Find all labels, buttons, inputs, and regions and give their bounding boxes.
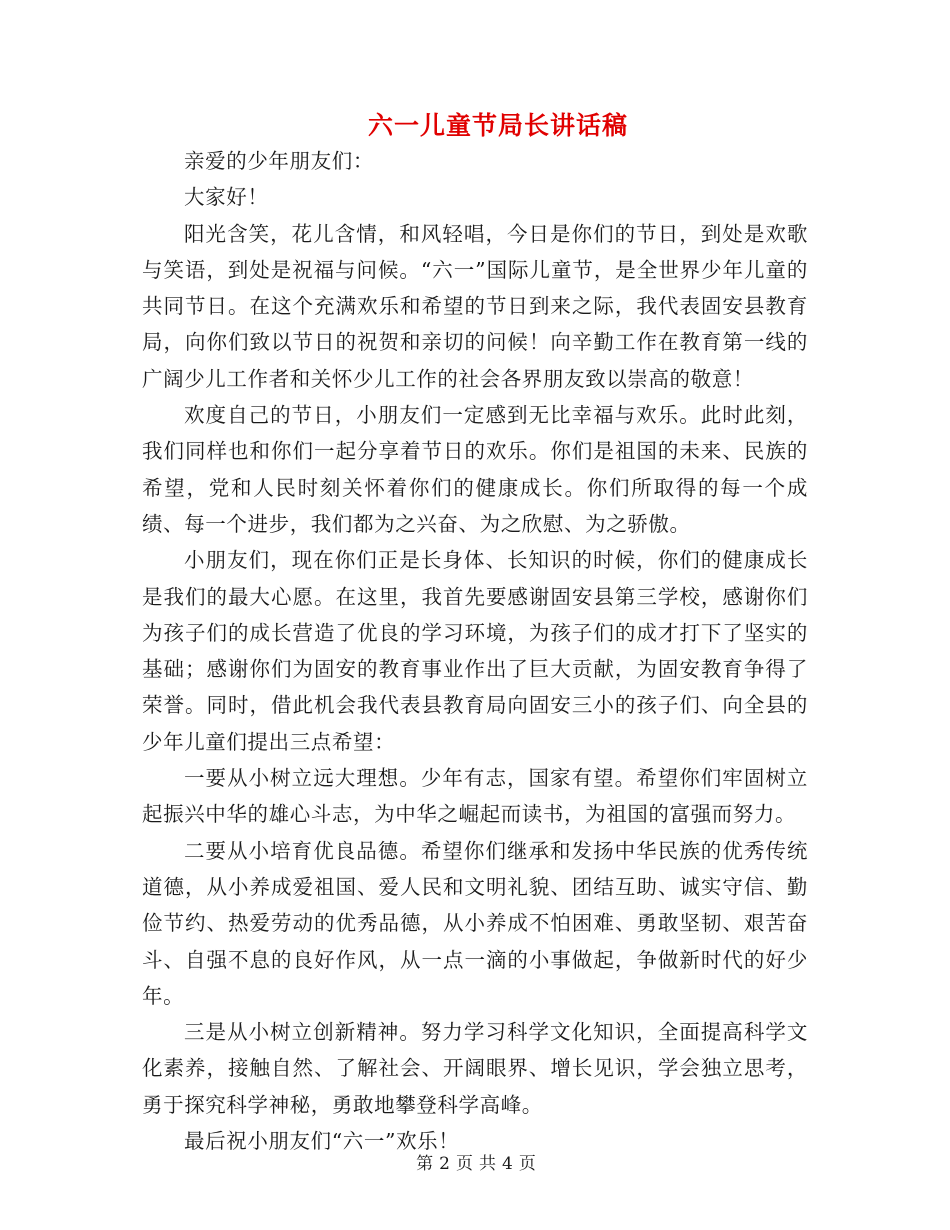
paragraph-hope-ideals: 一要从小树立远大理想。少年有志，国家有望。希望你们牢固树立起振兴中华的雄心斗志，为中华之崛起而读书，为祖国的富强而努力。 (142, 766, 808, 827)
paragraph-sharing-joy: 欢度自己的节日，小朋友们一定感到无比幸福与欢乐。此时此刻，我们同样也和你们一起分享着节日的欢乐。你们是祖国的未来、民族的希望，党和人民时刻关怀着你们的健康成长。你们所取得的每一个成绩、每一个进步，我们都为之兴奋、为之欣慰、为之骄傲。 (142, 403, 808, 536)
paragraph-hope-innovation: 三是从小树立创新精神。努力学习科学文化知识，全面提高科学文化素养，接触自然、了解社会、开阔眼界、增长见识，学会独立思考，勇于探究科学神秘，勇敢地攀登科学高峰。 (142, 1020, 808, 1117)
greeting: 大家好！ (184, 185, 269, 210)
footer-total-pages: 4 (502, 1154, 513, 1174)
footer-mid: 页 (456, 1154, 473, 1174)
page-footer (0, 1152, 950, 1176)
footer-total-label: 共 (479, 1154, 496, 1174)
footer-current-page: 2 (439, 1154, 450, 1174)
document-title: 六一儿童节局长讲话稿 (367, 111, 628, 140)
footer-suffix: 页 (518, 1154, 536, 1174)
closing-wish: 最后祝小朋友们“六一”欢乐！ (184, 1129, 460, 1154)
paragraph-hope-morals: 二要从小培育优良品德。希望你们继承和发扬中华民族的优秀传统道德，从小养成爱祖国、爱人民和文明礼貌、团结互助、诚实守信、勤俭节约、热爱劳动的优秀品德，从小养成不怕困难、勇敢坚韧、艰苦奋斗、自强不息的良好作风，从一点一滴的小事做起，争做新时代的好少年。 (142, 838, 808, 1008)
footer-prefix: 第 (416, 1154, 434, 1174)
paragraph-thanks-and-hopes: 小朋友们，现在你们正是长身体、长知识的时候，你们的健康成长是我们的最大心愿。在这里，我首先要感谢固安县第三学校，感谢你们为孩子们的成长营造了优良的学习环境，为孩子们的成才打下了坚实的基础；感谢你们为固安的教育事业作出了巨大贡献，为固安教育争得了荣誉。同时，借此机会我代表县教育局向固安三小的孩子们、向全县的少年儿童们提出三点希望： (142, 548, 808, 754)
salutation: 亲爱的少年朋友们： (184, 149, 374, 173)
paragraph-festival-greeting: 阳光含笑，花儿含情，和风轻唱，今日是你们的节日，到处是欢歌与笑语，到处是祝福与问候。“六一”国际儿童节，是全世界少年儿童的共同节日。在这个充满欢乐和希望的节日到来之际，我代表固安县教育局，向你们致以节日的祝贺和亲切的问候！向辛勤工作在教育第一线的广阔少儿工作者和关怀少儿工作的社会各界朋友致以崇高的敬意！ (142, 221, 808, 391)
document-body (142, 143, 808, 1159)
